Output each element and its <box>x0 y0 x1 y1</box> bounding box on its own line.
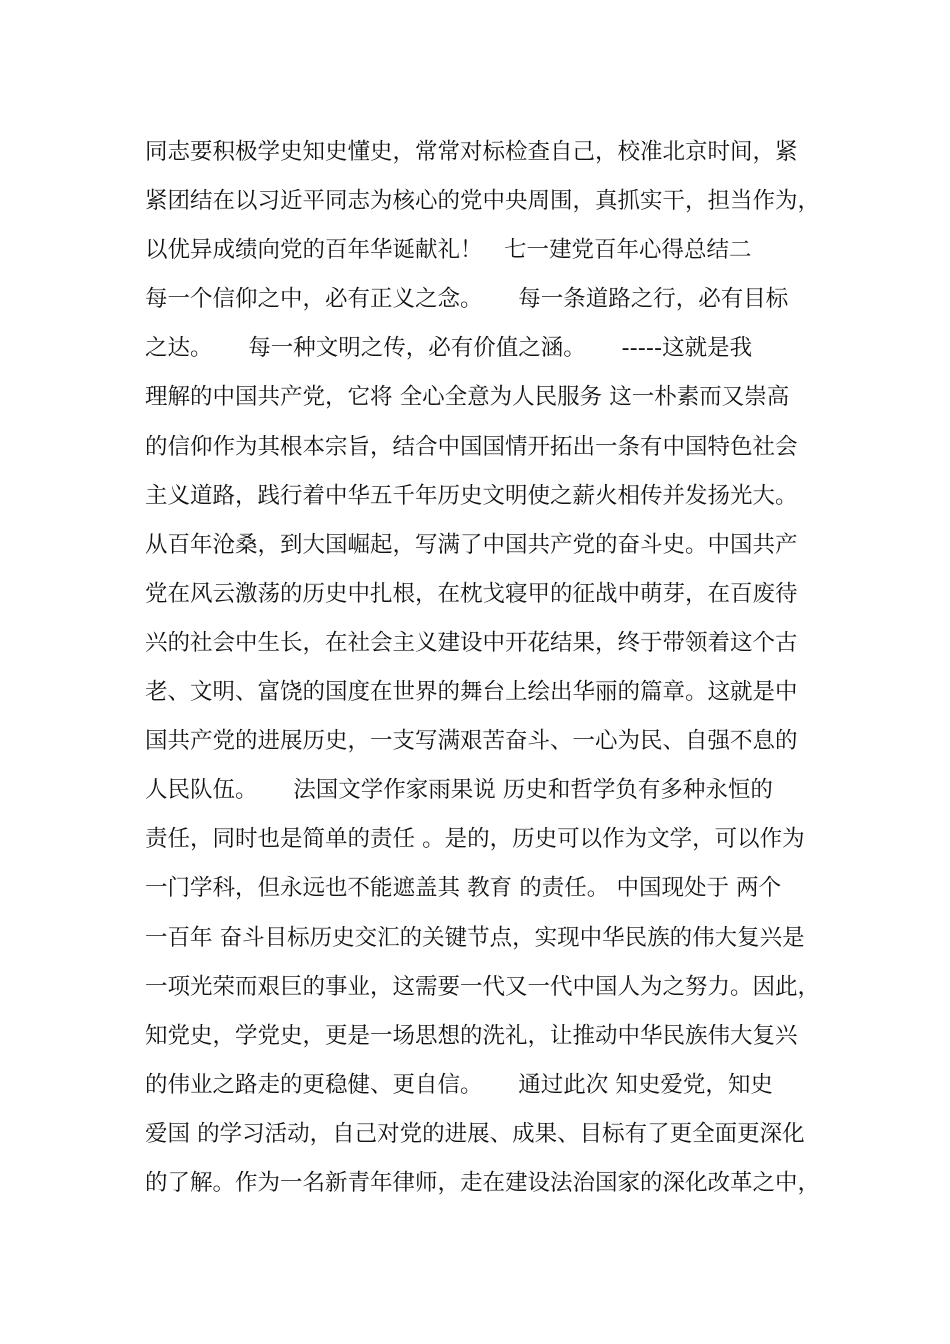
text-line: 的信仰作为其根本宗旨，结合中国国情开拓出一条有中国特色社会 <box>145 433 798 460</box>
text-line: 每一个信仰之中，必有正义之念。 每一条道路之行，必有目标 <box>145 286 789 313</box>
text-line: 的伟业之路走的更稳健、更自信。 通过此次 知史爱党，知史 <box>145 1071 773 1098</box>
text-line: 国共产党的进展历史，一支写满艰苦奋斗、一心为民、自强不息的 <box>145 728 798 755</box>
text-line: 兴的社会中生长，在社会主义建设中开花结果，终于带领着这个古 <box>145 629 798 656</box>
text-line: 紧团结在以习近平同志为核心的党中央周围，真抓实干，担当作为， <box>145 188 821 215</box>
text-line: 主义道路，践行着中华五千年历史文明使之薪火相传并发扬光大。 <box>145 482 798 509</box>
text-line: 的了解。作为一名新青年律师，走在建设法治国家的深化改革之中， <box>145 1169 821 1196</box>
text-line: 一门学科，但永远也不能遮盖其 教育 的责任。 中国现处于 两个 <box>145 875 782 902</box>
text-line: 知党史，学党史，更是一场思想的洗礼，让推动中华民族伟大复兴 <box>145 1022 798 1049</box>
text-line: 老、文明、富饶的国度在世界的舞台上绘出华丽的篇章。这就是中 <box>145 679 798 706</box>
text-line: 人民队伍。 法国文学作家雨果说 历史和哲学负有多种永恒的 <box>145 777 773 804</box>
text-line: 责任，同时也是简单的责任 。是的，历史可以作为文学，可以作为 <box>145 826 805 853</box>
text-line: 爱国 的学习活动，自己对党的进展、成果、目标有了更全面更深化 <box>145 1120 805 1147</box>
text-line: 一百年 奋斗目标历史交汇的关键节点，实现中华民族的伟大复兴是 <box>145 924 805 951</box>
text-line: 党在风云激荡的历史中扎根，在枕戈寝甲的征战中萌芽，在百废待 <box>145 580 798 607</box>
text-line: 一项光荣而艰巨的事业，这需要一代又一代中国人为之努力。因此， <box>145 973 821 1000</box>
text-line: 同志要积极学史知史懂史，常常对标检查自己，校准北京时间，紧 <box>145 139 798 165</box>
text-line: 以优异成绩向党的百年华诞献礼！ 七一建党百年心得总结二 <box>145 237 752 264</box>
text-line: 理解的中国共产党，它将 全心全意为人民服务 这一朴素而又崇高 <box>145 384 790 411</box>
text-line: 从百年沧桑，到大国崛起，写满了中国共产党的奋斗史。中国共产 <box>145 531 798 558</box>
body-text <box>145 128 825 1208</box>
text-line: 之达。 每一种文明之传，必有价值之涵。 -----这就是我 <box>145 335 753 362</box>
